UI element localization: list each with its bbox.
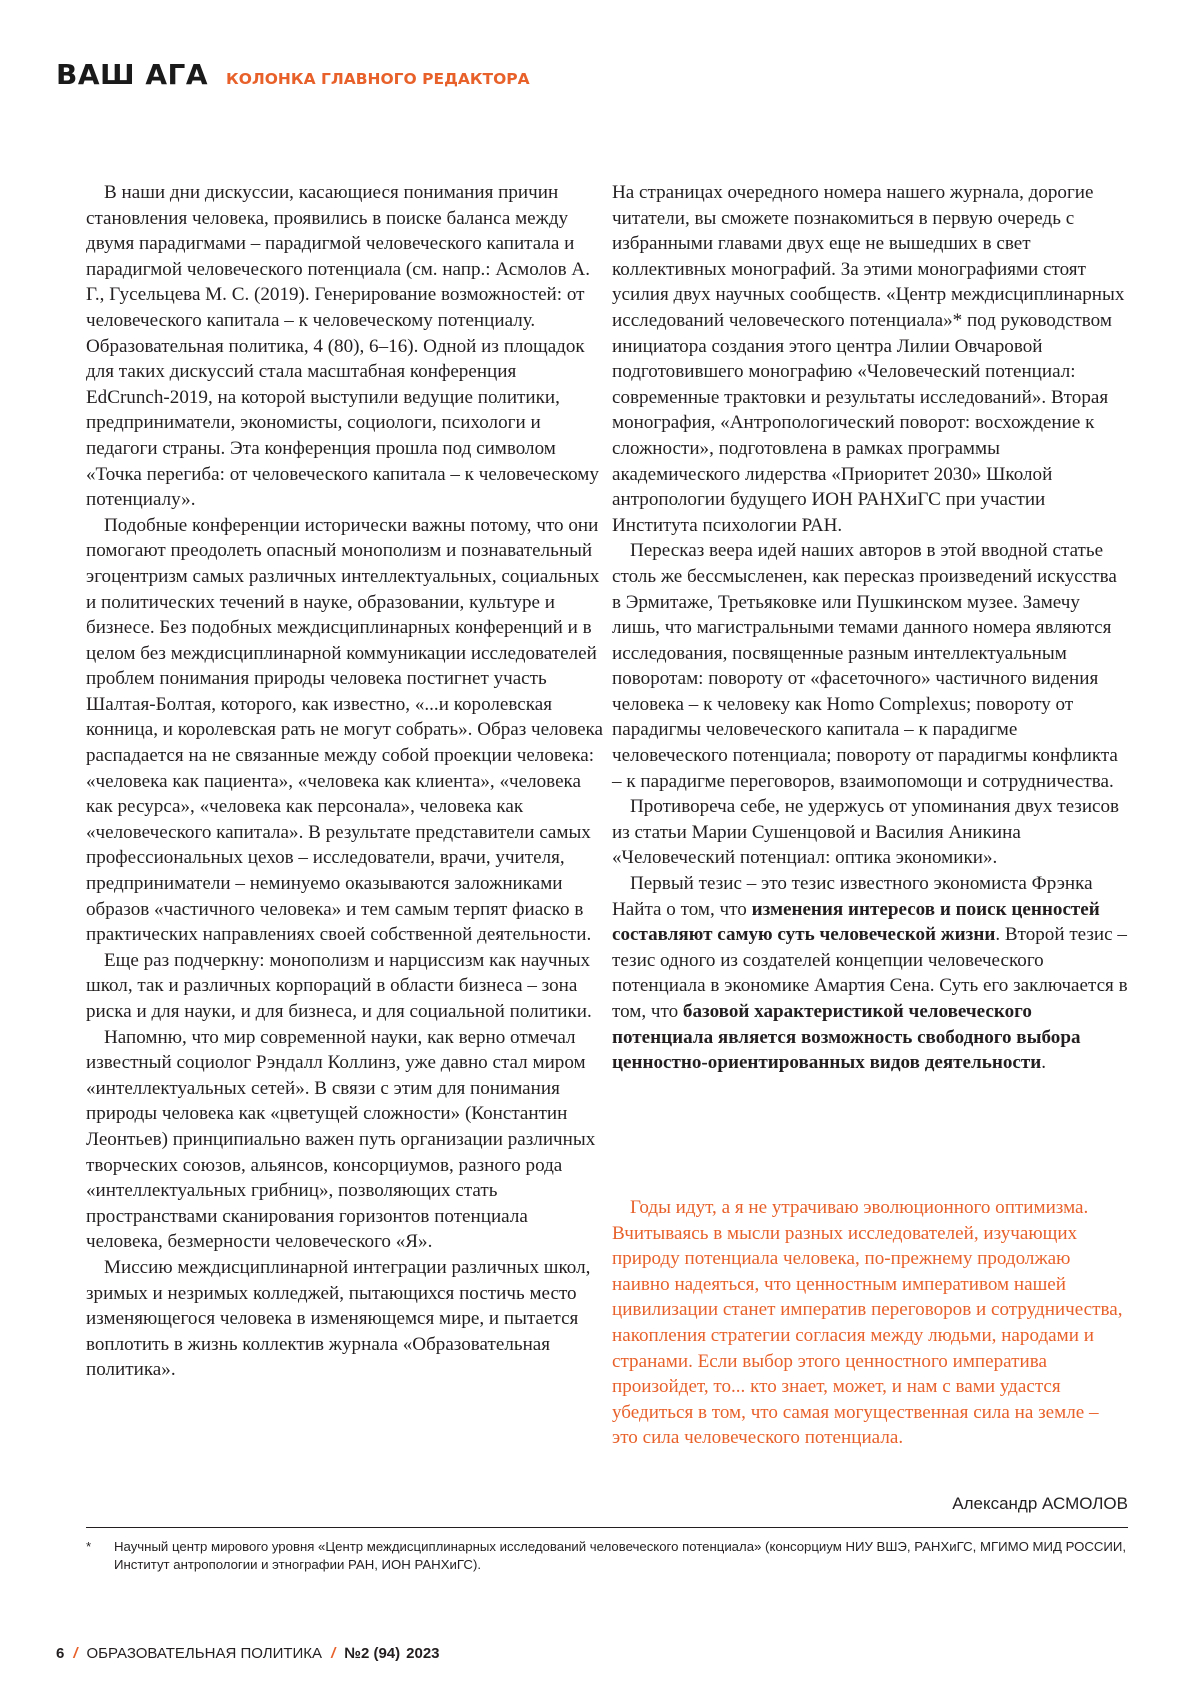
paragraph: Противореча себе, не удержусь от упоминания двух тезисов из статьи Марии Сушенцовой и Василия Аникина «Человеческий потенциал: оптика экономики». bbox=[612, 794, 1128, 871]
text-run: Первый тезис – это тезис известного экономиста Фрэнка Найта о том, что bbox=[612, 873, 1093, 920]
left-column bbox=[86, 180, 604, 1383]
paragraph: Еще раз подчеркну: монополизм и нарциссизм как научных школ, так и различных корпораций в области бизнеса – зона риска и для науки, и для бизнеса, и для социальной политики. bbox=[86, 948, 604, 1025]
paragraph-with-emphasis bbox=[612, 871, 1128, 1076]
paragraph: Подобные конференции исторически важны потому, что они помогают преодолеть опасный монополизм и познавательный эгоцентризм самых различных интеллектуальных, социальных и политических течений в науке, образовании, культуре и бизнесе. Без подобных междисциплинарных конференций и в целом без междисциплинарной коммуникации исследователей проблем понимания природы человека постигнет участь Шалтая-Болтая, которого, как известно, «...и королевская конница, и королевская рать не могут собрать». Образ человека распадается на не связанные между собой проекции человека: «человека как пациента», «человека как клиента», «человека как ресурса», «человека как персонала», человека как «человеческого капитала». В результате представители самых профессиональных цехов – исследователи, врачи, учителя, предприниматели – неминуемо оказываются заложниками образов «частичного человека» и тем самым терпят фиаско в практических направлениях своей собственной деятельности. bbox=[86, 513, 604, 948]
text-run: . bbox=[1041, 1052, 1046, 1073]
paragraph: На страницах очередного номера нашего журнала, дорогие читатели, вы сможете познакомиться в первую очередь с избранными главами двух еще не вышедших в свет коллективных монографий. За этими монографиями стоят усилия двух научных сообществ. «Центр междисциплинарных исследований человеческого потенциала»* под руководством инициатора создания этого центра Лилии Овчаровой подготовившего монографию «Человеческий потенциал: современные трактовки и результаты исследований». Вторая монография, «Антропологический поворот: восхождение к сложности», подготовлена в рамках программы академического лидерства «Приоритет 2030» Школой антропологии будущего ИОН РАНХиГС при участии Института психологии РАН. bbox=[612, 180, 1128, 538]
footnote-divider bbox=[86, 1527, 1128, 1528]
closing-quote: Годы идут, а я не утрачиваю эволюционного оптимизма. Вчитываясь в мысли разных исследователей, изучающих природу потенциала человека, по-прежнему продолжаю наивно надеяться, что ценностным императивом нашей цивилизации станет императив переговоров и сотрудничества, накопления стратегии согласия между людьми, народами и странами. Если выбор этого ценностного императива произойдет, то... кто знает, может, и нам с вами удастся убедиться в том, что самая могущественная сила на земле – это сила человеческого потенциала. bbox=[612, 1195, 1128, 1451]
emphasis: базовой характеристикой человеческого потенциала является возможность свободного выбора ценностно-ориентированных видов деятельности bbox=[612, 1001, 1081, 1073]
footnote-text: Научный центр мирового уровня «Центр междисциплинарных исследований человеческого потенциала» (консорциум НИУ ВШЭ, РАНХиГС, МГИМО МИД РОССИИ, Институт антропологии и этнографии РАН, ИОН РАНХиГС). bbox=[114, 1538, 1126, 1574]
page-number: 6 bbox=[56, 1645, 64, 1662]
footnote bbox=[86, 1538, 1126, 1574]
right-column bbox=[612, 180, 1128, 1076]
paragraph: Напомню, что мир современной науки, как верно отмечал известный социолог Рэндалл Коллинз, уже давно стал миром «интеллектуальных сетей». В связи с этим для понимания природы человека как «цветущей сложности» (Константин Леонтьев) принципиально важен путь организации различных творческих союзов, альянсов, консорциумов, разного рода «интеллектуальных грибниц», позволяющих стать пространствами сканирования горизонтов потенциала человека, безмерности человеческого «Я». bbox=[86, 1025, 604, 1255]
issue-year: 2023 bbox=[406, 1645, 439, 1662]
footer-separator: / bbox=[73, 1645, 77, 1662]
text-run: . Второй тезис – тезис одного из создателей концепции человеческого потенциала в экономике Амартия Сена. Суть его заключается в том, что bbox=[612, 924, 1128, 1022]
issue-number: №2 (94) bbox=[344, 1645, 400, 1662]
journal-name: ОБРАЗОВАТЕЛЬНАЯ ПОЛИТИКА bbox=[87, 1645, 323, 1662]
page-header bbox=[56, 58, 530, 91]
emphasis: изменения интересов и поиск ценностей составляют самую суть человеческой жизни bbox=[612, 899, 1100, 946]
author-signature: Александр АСМОЛОВ bbox=[952, 1494, 1128, 1514]
paragraph: Миссию междисциплинарной интеграции различных школ, зримых и незримых колледжей, пытающихся постичь место изменяющегося человека в изменяющемся мире, и пытается воплотить в жизнь коллектив журнала «Образовательная политика». bbox=[86, 1255, 604, 1383]
page-footer bbox=[56, 1645, 440, 1662]
paragraph: Пересказ веера идей наших авторов в этой вводной статье столь же бессмысленен, как пересказ произведений искусства в Эрмитаже, Третьяковке или Пушкинском музее. Замечу лишь, что магистральными темами данного номера являются исследования, посвященные разным интеллектуальным поворотам: повороту от «фасеточного» частичного видения человека – к человеку как Homo Complexus; повороту от парадигмы человеческого капитала – к парадигме человеческого потенциала; повороту от парадигмы конфликта – к парадигме переговоров, взаимопомощи и сотрудничества. bbox=[612, 538, 1128, 794]
footer-separator: / bbox=[331, 1645, 335, 1662]
section-label: КОЛОНКА ГЛАВНОГО РЕДАКТОРА bbox=[226, 70, 530, 88]
paragraph: В наши дни дискуссии, касающиеся понимания причин становления человека, проявились в поиске баланса между двумя парадигмами – парадигмой человеческого капитала и парадигмой человеческого потенциала (см. напр.: Асмолов А. Г., Гусельцева М. С. (2019). Генерирование возможностей: от человеческого капитала – к человеческому потенциалу. Образовательная политика, 4 (80), 6–16). Одной из площадок для таких дискуссий стала масштабная конференция EdCrunch-2019, на которой выступили ведущие политики, предприниматели, экономисты, социологи, психологи и педагоги страны. Эта конференция прошла под символом «Точка перегиба: от человеческого капитала – к человеческому потенциалу». bbox=[86, 180, 604, 513]
rubric-title: ВАШ АГА bbox=[56, 58, 208, 91]
footnote-marker: * bbox=[86, 1538, 91, 1556]
